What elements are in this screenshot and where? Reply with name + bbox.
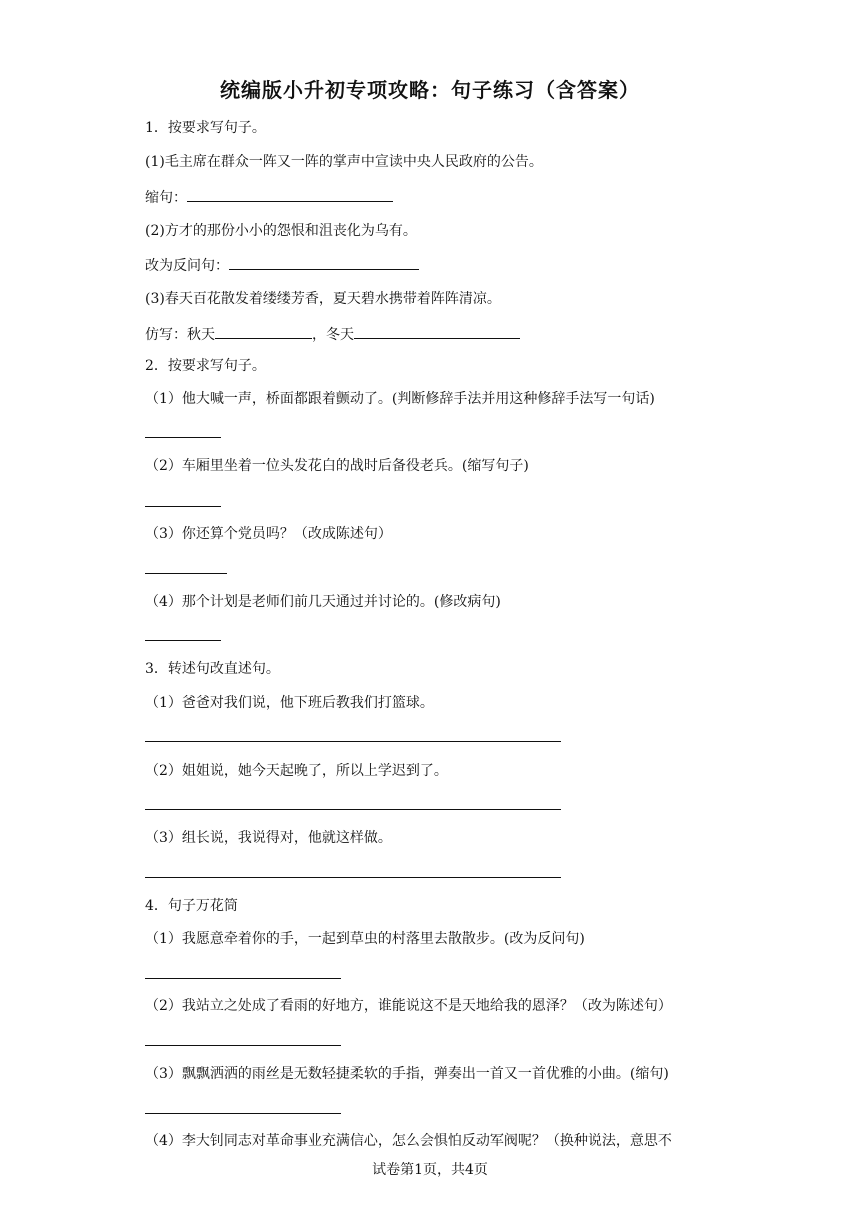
answer-line[interactable] <box>145 573 227 574</box>
q4-item-4: （4）李大钊同志对革命事业充满信心，怎么会惧怕反动军阀呢？（换种说法，意思不 <box>145 1133 672 1149</box>
answer-line[interactable] <box>145 437 221 438</box>
q3-item-3: （3）组长说，我说得对，他就这样做。 <box>145 830 392 846</box>
q1-sentence-3: (3)春天百花散发着缕缕芳香，夏天碧水携带着阵阵清凉。 <box>145 291 501 307</box>
q4-item-1: （1）我愿意牵着你的手，一起到草虫的村落里去散散步。(改为反问句) <box>145 931 585 947</box>
q2-item-1: （1）他大喊一声，桥面都跟着颤动了。(判断修辞手法并用这种修辞手法写一句话) <box>145 391 655 407</box>
q3-item-2: （2）姐姐说，她今天起晚了，所以上学迟到了。 <box>145 763 448 779</box>
answer-line[interactable] <box>145 506 221 507</box>
answer-line[interactable] <box>145 877 561 878</box>
q1-heading: 1．按要求写句子。 <box>145 120 266 136</box>
q2-item-4: （4）那个计划是老师们前几天通过并讨论的。(修改病句) <box>145 594 501 610</box>
q3-heading: 3．转述句改直述句。 <box>145 661 280 677</box>
answer-line[interactable] <box>145 640 221 641</box>
q1-answer-row-1 <box>145 187 393 208</box>
q4-item-2: （2）我站立之处成了看雨的好地方，谁能说这不是天地给我的恩泽？（改为陈述句） <box>145 998 672 1014</box>
q1-answer-row-2 <box>145 255 419 276</box>
answer-blank[interactable] <box>229 255 419 270</box>
q4-item-3: （3）飘飘洒洒的雨丝是无数轻捷柔软的手指，弹奏出一首又一首优雅的小曲。(缩句) <box>145 1066 669 1082</box>
answer-line[interactable] <box>145 978 341 979</box>
answer-blank[interactable] <box>215 324 312 339</box>
q2-item-3: （3）你还算个党员吗？（改成陈述句） <box>145 526 392 542</box>
q3-item-1: （1）爸爸对我们说，他下班后教我们打篮球。 <box>145 695 434 711</box>
q2-heading: 2．按要求写句子。 <box>145 358 266 374</box>
q1-sentence-2: (2)方才的那份小小的怨恨和沮丧化为乌有。 <box>145 223 417 239</box>
page-footer: 试卷第1页，共4页 <box>372 1162 488 1178</box>
answer-line[interactable] <box>145 1045 341 1046</box>
q1-answer-label-3b: ，冬天 <box>312 327 354 343</box>
answer-line[interactable] <box>145 741 561 742</box>
q1-answer-label-3a: 仿写：秋天 <box>145 327 215 343</box>
answer-blank[interactable] <box>187 187 393 202</box>
page-title: 统编版小升初专项攻略：句子练习（含答案） <box>220 78 640 102</box>
q4-heading: 4．句子万花筒 <box>145 898 238 914</box>
answer-line[interactable] <box>145 1113 341 1114</box>
answer-line[interactable] <box>145 809 561 810</box>
q2-item-2: （2）车厢里坐着一位头发花白的战时后备役老兵。(缩写句子) <box>145 458 529 474</box>
q1-sentence-1: (1)毛主席在群众一阵又一阵的掌声中宣读中央人民政府的公告。 <box>145 154 543 170</box>
q1-answer-row-3 <box>145 324 520 345</box>
answer-blank[interactable] <box>354 324 520 339</box>
q1-answer-label-2: 改为反问句： <box>145 258 229 274</box>
q1-answer-label-1: 缩句： <box>145 190 187 206</box>
